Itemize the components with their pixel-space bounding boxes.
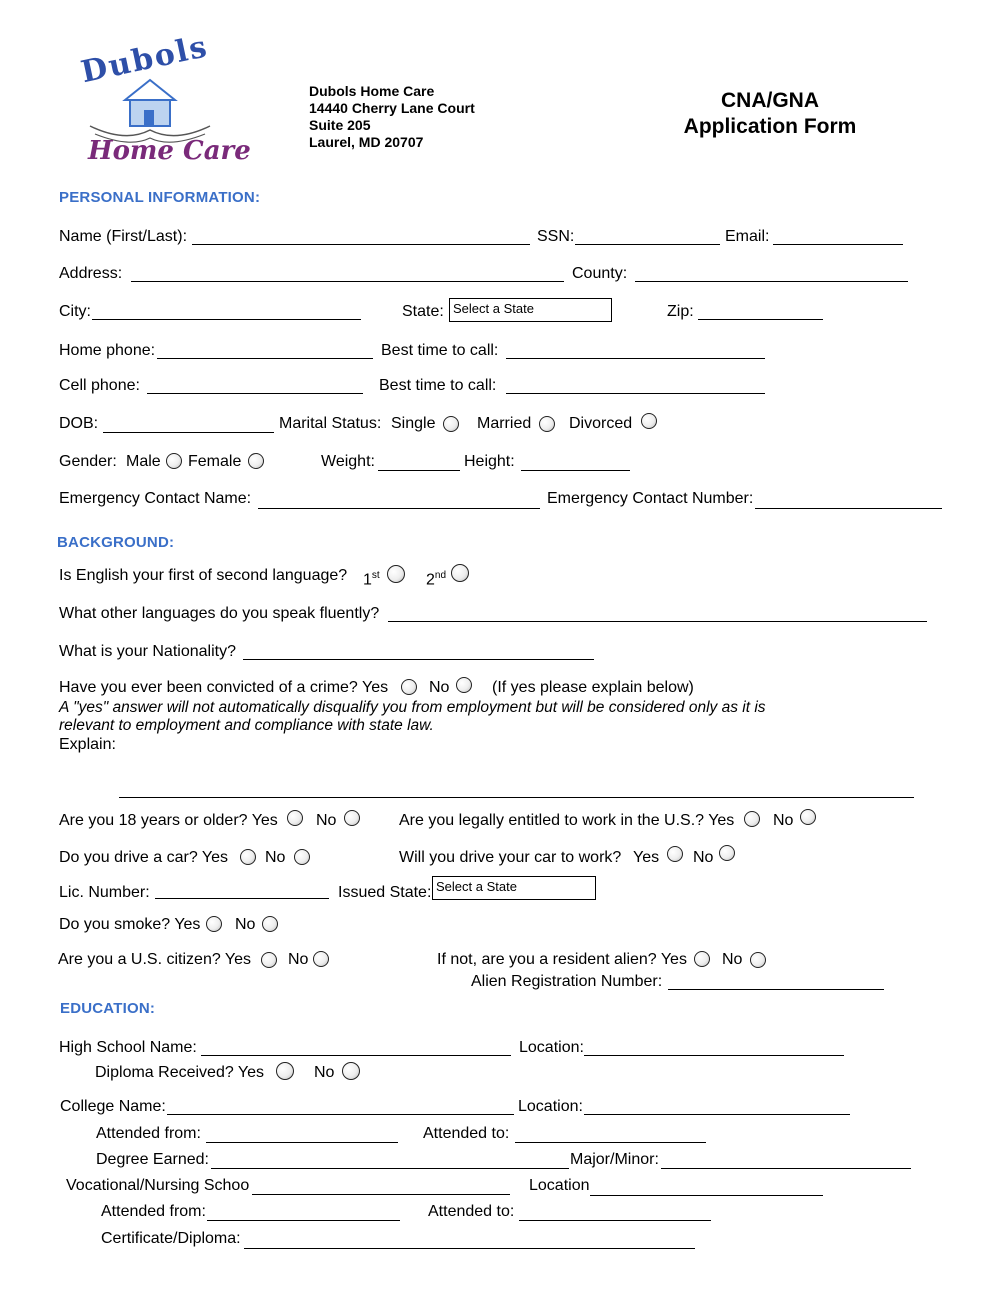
logo xyxy=(70,29,251,173)
legal-question: Are you legally entitled to work in the U.S.? Yes xyxy=(399,812,735,829)
legal-no-radio[interactable] xyxy=(800,809,816,825)
county-label: County: xyxy=(572,265,628,282)
attended-to-label: Attended to: xyxy=(428,1203,515,1220)
company-address xyxy=(309,83,475,151)
drive-work-no-label: No xyxy=(693,849,714,866)
female-radio[interactable] xyxy=(248,453,264,469)
nationality-field[interactable] xyxy=(243,659,594,660)
married-label: Married xyxy=(477,415,532,432)
degree-label: Degree Earned: xyxy=(96,1151,209,1168)
alien-yes-radio[interactable] xyxy=(694,951,710,967)
divorced-label: Divorced xyxy=(569,415,633,432)
certificate-label: Certificate/Diploma: xyxy=(101,1230,241,1247)
title-line: Application Form xyxy=(683,115,857,138)
citizen-question: Are you a U.S. citizen? Yes xyxy=(58,951,251,968)
age-no-label: No xyxy=(316,812,337,829)
logo-name: Dubols xyxy=(78,29,212,91)
best-time-field[interactable] xyxy=(506,358,765,359)
vocational-label: Vocational/Nursing Schoo xyxy=(66,1177,250,1194)
other-languages-field[interactable] xyxy=(388,621,927,622)
citizen-no-radio[interactable] xyxy=(313,951,329,967)
female-label: Female xyxy=(188,453,242,470)
age-question: Are you 18 years or older? Yes xyxy=(59,812,278,829)
alien-reg-label: Alien Registration Number: xyxy=(471,973,663,990)
logo-subtitle: Home Care xyxy=(88,136,251,166)
city-label: City: xyxy=(59,303,91,320)
drive-work-no-radio[interactable] xyxy=(719,845,735,861)
attended-to-label: Attended to: xyxy=(423,1125,510,1142)
second-sup: nd xyxy=(434,570,447,581)
drive-question: Do you drive a car? Yes xyxy=(59,849,228,866)
attended-from-field[interactable] xyxy=(207,1220,400,1221)
hs-name-field[interactable] xyxy=(201,1055,511,1056)
dob-field[interactable] xyxy=(103,432,274,433)
convicted-yes-radio[interactable] xyxy=(401,679,417,695)
single-radio[interactable] xyxy=(443,416,459,432)
emergency-number-label: Emergency Contact Number: xyxy=(547,490,754,507)
attended-from-label: Attended from: xyxy=(101,1203,206,1220)
ssn-label: SSN: xyxy=(537,228,575,245)
convicted-question: Have you ever been convicted of a crime? Yes xyxy=(59,679,389,696)
gender-label: Gender: xyxy=(59,453,117,470)
male-radio[interactable] xyxy=(166,453,182,469)
name-field[interactable] xyxy=(192,244,530,245)
emergency-number-field[interactable] xyxy=(755,508,942,509)
alien-no-label: No xyxy=(722,951,743,968)
hs-location-label: Location: xyxy=(519,1039,584,1056)
lic-field[interactable] xyxy=(155,898,329,899)
marital-label: Marital Status: xyxy=(279,415,382,432)
convicted-note: (If yes please explain below) xyxy=(492,679,694,696)
attended-from-field[interactable] xyxy=(206,1142,398,1143)
emergency-name-label: Emergency Contact Name: xyxy=(59,490,252,507)
drive-work-yes-radio[interactable] xyxy=(667,846,683,862)
diploma-no-label: No xyxy=(314,1064,335,1081)
college-location-field[interactable] xyxy=(584,1114,850,1115)
major-field[interactable] xyxy=(661,1168,911,1169)
disclaimer-line: relevant to employment and compliance with state law. xyxy=(59,717,434,734)
weight-field[interactable] xyxy=(378,470,460,471)
attended-to-field[interactable] xyxy=(515,1142,706,1143)
zip-label: Zip: xyxy=(667,303,694,320)
smoke-no-label: No xyxy=(235,916,256,933)
zip-field[interactable] xyxy=(698,319,823,320)
address-field[interactable] xyxy=(131,281,564,282)
convicted-no-radio[interactable] xyxy=(456,677,472,693)
english-question: Is English your first of second language? xyxy=(59,567,348,584)
cell-phone-label: Cell phone: xyxy=(59,377,140,394)
best-time-label: Best time to call: xyxy=(379,377,497,394)
other-languages-label: What other languages do you speak fluently? xyxy=(59,605,380,622)
age-no-radio[interactable] xyxy=(344,810,360,826)
college-field[interactable] xyxy=(167,1114,514,1115)
drive-no-label: No xyxy=(265,849,286,866)
city-field[interactable] xyxy=(92,319,361,320)
college-location-label: Location: xyxy=(518,1098,583,1115)
certificate-field[interactable] xyxy=(244,1248,695,1249)
divorced-radio[interactable] xyxy=(641,413,657,429)
alien-no-radio[interactable] xyxy=(750,952,766,968)
first-number: 1 xyxy=(363,571,372,589)
major-label: Major/Minor: xyxy=(570,1151,659,1168)
page-title xyxy=(660,88,880,140)
legal-no-label: No xyxy=(773,812,794,829)
smoke-question: Do you smoke? Yes xyxy=(59,916,201,933)
legal-yes-radio[interactable] xyxy=(744,811,760,827)
section-background-heading: BACKGROUND: xyxy=(57,534,175,551)
diploma-yes-radio[interactable] xyxy=(276,1062,294,1080)
height-label: Height: xyxy=(464,453,515,470)
attended-from-label: Attended from: xyxy=(96,1125,201,1142)
weight-label: Weight: xyxy=(321,453,375,470)
state-label: State: xyxy=(402,303,444,320)
issued-state-select[interactable]: Select a State xyxy=(432,876,596,900)
address-label: Address: xyxy=(59,265,123,282)
title-line: CNA/GNA xyxy=(721,89,819,112)
explain-label: Explain: xyxy=(59,736,116,753)
single-label: Single xyxy=(391,415,436,432)
address-line: Dubols Home Care xyxy=(309,83,435,99)
attended-to-field[interactable] xyxy=(519,1220,711,1221)
state-select[interactable]: Select a State xyxy=(449,298,612,322)
hs-name-label: High School Name: xyxy=(59,1039,197,1056)
diploma-no-radio[interactable] xyxy=(342,1062,360,1080)
section-education-heading: EDUCATION: xyxy=(60,1000,156,1017)
nationality-label: What is your Nationality? xyxy=(59,643,236,660)
drive-no-radio[interactable] xyxy=(294,849,310,865)
voc-location-field[interactable] xyxy=(590,1195,823,1196)
married-radio[interactable] xyxy=(539,416,555,432)
alien-reg-field[interactable] xyxy=(668,989,884,990)
home-phone-label: Home phone: xyxy=(59,342,156,359)
male-label: Male xyxy=(126,453,161,470)
hs-location-field[interactable] xyxy=(584,1055,844,1056)
voc-location-label: Location xyxy=(529,1177,590,1194)
age-yes-radio[interactable] xyxy=(287,810,303,826)
smoke-no-radio[interactable] xyxy=(262,916,278,932)
email-label: Email: xyxy=(725,228,770,245)
county-field[interactable] xyxy=(635,281,908,282)
ssn-field[interactable] xyxy=(575,244,720,245)
first-sup: st xyxy=(371,570,380,581)
address-line: 14440 Cherry Lane Court xyxy=(309,100,475,116)
citizen-no-label: No xyxy=(288,951,309,968)
second-number: 2 xyxy=(426,571,435,589)
alien-question: If not, are you a resident alien? Yes xyxy=(437,951,687,968)
drive-yes-radio[interactable] xyxy=(240,849,256,865)
emergency-name-field[interactable] xyxy=(258,508,540,509)
disclaimer-line: A "yes" answer will not automatically disqualify you from employment but will be considered only as it is xyxy=(59,699,766,716)
drive-work-question: Will you drive your car to work? xyxy=(399,849,622,866)
address-line: Laurel, MD 20707 xyxy=(309,134,424,150)
address-line: Suite 205 xyxy=(309,117,371,133)
second-label xyxy=(426,566,446,590)
convicted-no-label: No xyxy=(429,679,450,696)
explain-field[interactable] xyxy=(119,797,914,798)
best-time-field[interactable] xyxy=(506,393,765,394)
first-label xyxy=(363,566,380,590)
diploma-question: Diploma Received? Yes xyxy=(95,1064,264,1081)
section-personal-heading: PERSONAL INFORMATION: xyxy=(59,189,261,206)
cell-phone-field[interactable] xyxy=(147,393,363,394)
vocational-field[interactable] xyxy=(252,1194,510,1195)
email-field[interactable] xyxy=(773,244,903,245)
lic-label: Lic. Number: xyxy=(59,884,150,901)
home-phone-field[interactable] xyxy=(157,358,373,359)
degree-field[interactable] xyxy=(211,1168,569,1169)
first-language-radio[interactable] xyxy=(387,565,405,583)
smoke-yes-radio[interactable] xyxy=(206,916,222,932)
drive-work-yes-label: Yes xyxy=(633,849,660,866)
best-time-label: Best time to call: xyxy=(381,342,499,359)
dob-label: DOB: xyxy=(59,415,99,432)
name-label: Name (First/Last): xyxy=(59,228,188,245)
citizen-yes-radio[interactable] xyxy=(261,952,277,968)
second-language-radio[interactable] xyxy=(451,564,469,582)
issued-state-label: Issued State: xyxy=(338,884,432,901)
height-field[interactable] xyxy=(521,470,630,471)
college-label: College Name: xyxy=(60,1098,166,1115)
